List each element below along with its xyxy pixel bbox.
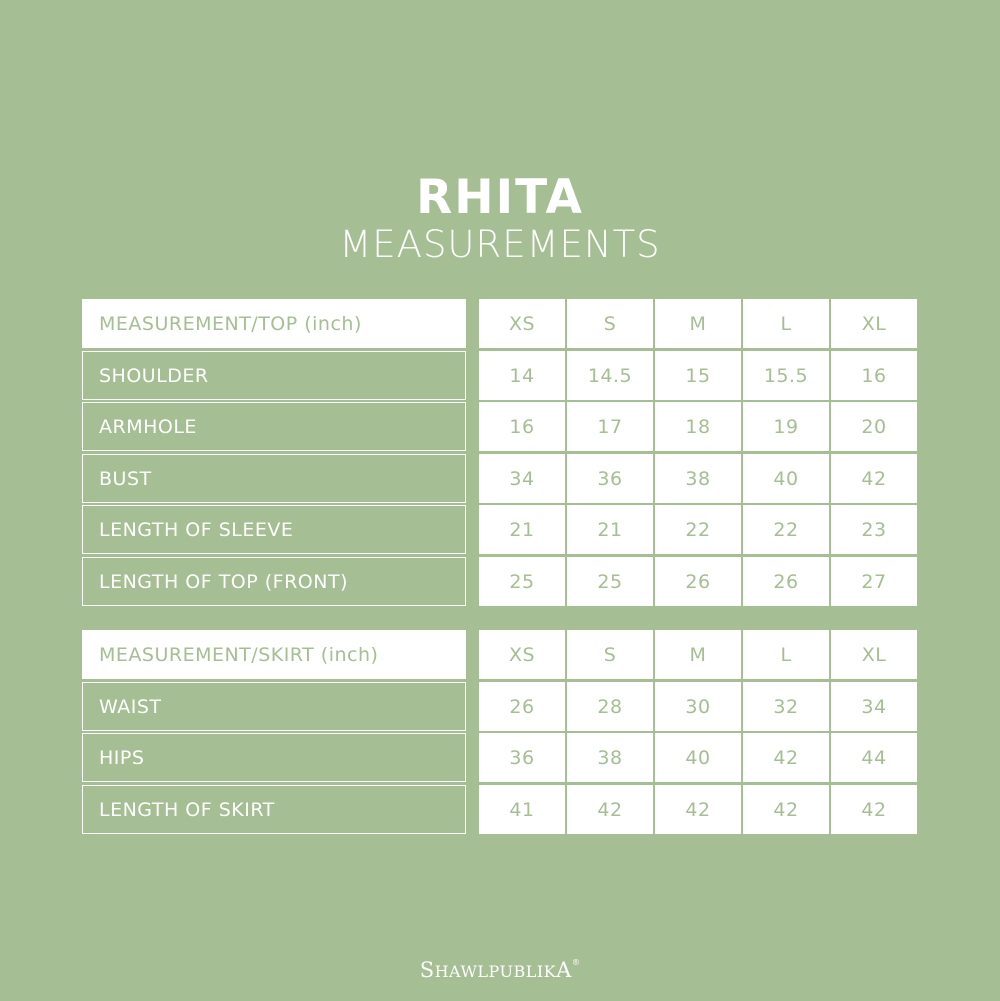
- measurement-value-cell: 32: [743, 682, 829, 731]
- measurement-value-cell: 14.5: [567, 351, 653, 400]
- measurement-value-cell: 15.5: [743, 351, 829, 400]
- size-header-cell: XS: [479, 299, 565, 348]
- measurement-value-cell: 42: [831, 454, 917, 503]
- measurement-value-cell: 22: [743, 505, 829, 554]
- measurement-value-cell: 23: [831, 505, 917, 554]
- measurement-value-cell: 42: [743, 785, 829, 834]
- brand-logo: SHAWLPUBLIKA®: [419, 958, 581, 982]
- measurement-value-cell: 42: [831, 785, 917, 834]
- measurement-value-cell: 28: [567, 682, 653, 731]
- measurement-value-cell: 26: [743, 557, 829, 606]
- size-header-cell: S: [567, 630, 653, 679]
- measurement-value-cell: 27: [831, 557, 917, 606]
- measurement-value-cell: 21: [479, 505, 565, 554]
- measurement-label: SHOULDER: [82, 351, 466, 400]
- measurement-value-cell: 42: [567, 785, 653, 834]
- measurement-value-cell: 16: [479, 402, 565, 451]
- size-header-cell: S: [567, 299, 653, 348]
- measurement-value-cell: 19: [743, 402, 829, 451]
- measurement-value-cell: 41: [479, 785, 565, 834]
- measurement-value-cell: 40: [743, 454, 829, 503]
- measurement-label: LENGTH OF TOP (FRONT): [82, 557, 466, 606]
- measurement-value-cell: 30: [655, 682, 741, 731]
- measurement-label: HIPS: [82, 733, 466, 782]
- measurement-value-cell: 21: [567, 505, 653, 554]
- measurement-value-cell: 44: [831, 733, 917, 782]
- page-title: RHITA: [416, 170, 584, 225]
- measurement-value-cell: 38: [655, 454, 741, 503]
- size-header-cell: XL: [831, 299, 917, 348]
- measurement-value-cell: 17: [567, 402, 653, 451]
- measurement-value-cell: 42: [655, 785, 741, 834]
- measurement-value-cell: 26: [479, 682, 565, 731]
- measurement-value-cell: 36: [567, 454, 653, 503]
- measurement-value-cell: 15: [655, 351, 741, 400]
- measurement-label: ARMHOLE: [82, 402, 466, 451]
- measurement-value-cell: 40: [655, 733, 741, 782]
- measurement-value-cell: 26: [655, 557, 741, 606]
- measurement-label: LENGTH OF SKIRT: [82, 785, 466, 834]
- table-header-label: MEASUREMENT/SKIRT (inch): [82, 630, 466, 679]
- measurement-label: WAIST: [82, 682, 466, 731]
- measurement-value-cell: 34: [831, 682, 917, 731]
- measurement-value-cell: 14: [479, 351, 565, 400]
- table-header-label: MEASUREMENT/TOP (inch): [82, 299, 466, 348]
- size-header-cell: L: [743, 299, 829, 348]
- measurement-label: BUST: [82, 454, 466, 503]
- size-header-cell: M: [655, 630, 741, 679]
- size-header-cell: XS: [479, 630, 565, 679]
- measurement-value-cell: 22: [655, 505, 741, 554]
- measurement-value-cell: 18: [655, 402, 741, 451]
- measurement-label: LENGTH OF SLEEVE: [82, 505, 466, 554]
- page-subtitle: MEASUREMENTS: [339, 223, 661, 266]
- size-header-cell: XL: [831, 630, 917, 679]
- size-header-cell: M: [655, 299, 741, 348]
- measurement-value-cell: 42: [743, 733, 829, 782]
- measurement-value-cell: 38: [567, 733, 653, 782]
- measurement-value-cell: 16: [831, 351, 917, 400]
- measurement-value-cell: 36: [479, 733, 565, 782]
- measurement-value-cell: 25: [567, 557, 653, 606]
- measurement-value-cell: 25: [479, 557, 565, 606]
- measurement-value-cell: 20: [831, 402, 917, 451]
- size-header-cell: L: [743, 630, 829, 679]
- measurement-value-cell: 34: [479, 454, 565, 503]
